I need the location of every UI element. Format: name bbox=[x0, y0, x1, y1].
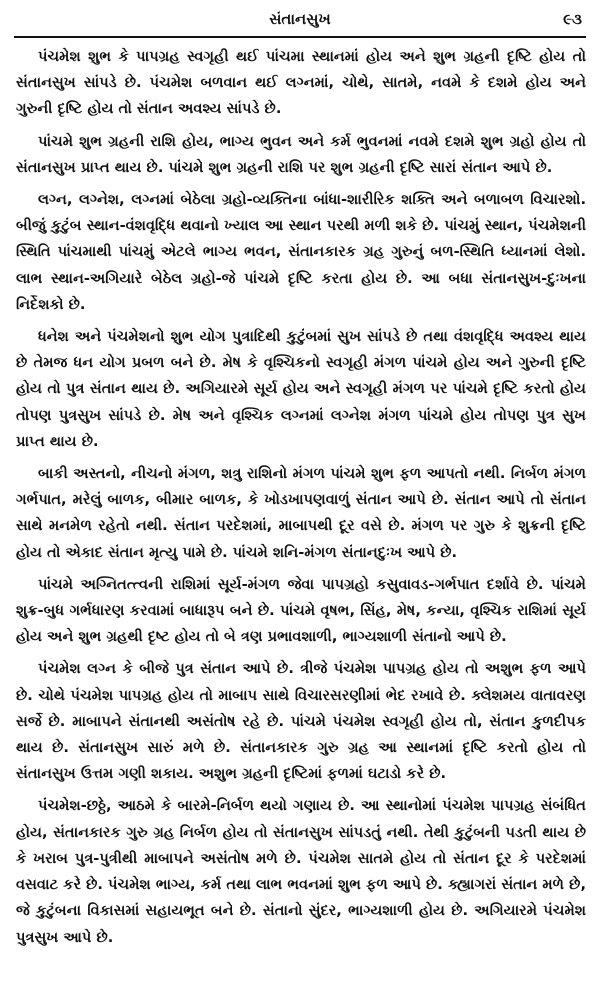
paragraph: પંચમેશ શુભ કે પાપગ્રહ સ્વગૃહી થઈ પાંચમા સ્થાનમાં હોય અને શુભ ગ્રહની દૃષ્ટિ હોય તો સંતાનસુખ સાંપડે છે. પંચમેશ બળવાન થઈ લગ્નમાં, ચોથે, સાતમે, નવમે કે દશમે હોય અને ગુરુની દૃષ્ટિ હોય તો સંતાન અવશ્ય સાંપડે છે. bbox=[16, 48, 586, 118]
page-header bbox=[14, 6, 586, 38]
paragraph: પંચમેશ લગ્ન કે બીજે પુત્ર સંતાન આપે છે. ત્રીજે પંચમેશ પાપગ્રહ હોય તો અશુભ ફળ આપે છે. ચોથે પંચમેશ પાપગ્રહ હોય તો માબાપ સાથે વિચારસરણીમાં ભેદ રખાવે છે. ક્લેશમય વાતાવરણ સર્જે છે. માબાપને સંતાનથી અસંતોષ રહે છે. પાંચમે પંચમેશ સ્વગૃહી હોય તો, સંતાન કુળદીપક થાય છે. સંતાનસુખ સારું મળે છે. સંતાનકારક ગુરુ ગ્રહ આ સ્થાનમાં દૃષ્ટિ કરતો હોય તો સંતાનસુખ ઉત્તમ ગણી શકાય. અશુભ ગ્રહની દૃષ્ટિમાં ફળમાં ઘટાડો કરે છે. bbox=[16, 660, 586, 783]
paragraph: પંચમેશ-છઠ્ઠે, આઠમે કે બારમે-નિર્બળ થયો ગણાય છે. આ સ્થાનોમાં પંચમેશ પાપગ્રહ સંબંધિત હોય, સંતાનકારક ગુરુ ગ્રહ નિર્બળ હોય તો સંતાનસુખ સાંપડતું નથી. તેથી કુટુંબની પડતી થાય છે કે ખરાબ પુત્ર-પુત્રીથી માબાપને અસંતોષ મળે છે. પંચમેશ સાતમે હોય તો સંતાન દૂર કે પરદેશમાં વસવાટ કરે છે. પંચમેશ ભાગ્ય, કર્મ તથા લાભ ભવનમાં શુભ ફળ આપે છે. ક્હ્યાગરાં સંતાન મળે છે, જે કુટુંબના વિકાસમાં સહાયભૂત બને છે. સંતાનો સુંદર, ભાગ્યશાળી હોય છે. અગિયારમે પંચમેશ પુત્રસુખ આપે છે. bbox=[16, 797, 586, 946]
page-number: ૯૩ bbox=[563, 10, 582, 28]
chapter-title: સંતાનસુખ bbox=[269, 10, 331, 28]
paragraph: પાંચમે અગ્નિતત્ત્વની રાશિમાં સૂર્ય-મંગળ જેવા પાપગ્રહો કસુવાવડ-ગર્ભપાત દર્શાવે છે. પાંચમે શુક્ર-બુધ ગર્ભધારણ કરવામાં બાધારૂપ બને છે. પાંચમે વૃષભ, સિંહ, મેષ, કન્યા, વૃશ્ચિક રાશિમાં સૂર્ય હોય અને શુભ ગ્રહથી દૃષ્ટ હોય તો બે ત્રણ પ્રભાવશાળી, ભાગ્યશાળી સંતાનો આપે છે. bbox=[16, 575, 586, 646]
paragraph: ધનેશ અને પંચમેશનો શુભ યોગ પુત્રાદિથી કુટુંબમાં સુખ સાંપડે છે તથા વંશવૃદ્ધિ અવશ્ય થાય છે તેમજ ધન યોગ પ્રબળ બને છે. મેષ કે વૃશ્ચિકનો સ્વગૃહી મંગળ પાંચમે હોય અને ગુરુની દૃષ્ટિ હોય તો પુત્ર સંતાન થાય છે. અગિયારમે સૂર્ય હોય અને સ્વગૃહી મંગળ પર પાંચમે દૃષ્ટિ કરતો હોય તોપણ પુત્રસુખ સાંપડે છે. મેષ અને વૃશ્ચિક લગ્નમાં લગ્નેશ મંગળ પાંચમે હોય તોપણ પુત્ર સુખ પ્રાપ્ત થાય છે. bbox=[16, 328, 586, 450]
paragraph: પાંચમે શુભ ગ્રહની રાશિ હોય, ભાગ્ય ભુવન અને કર્મ ભુવનમાં નવમે દશમે શુભ ગ્રહો હોય તો સંતાનસુખ પ્રાપ્ત થાય છે. પાંચમે શુભ ગ્રહની રાશિ પર શુભ ગ્રહની દૃષ્ટિ સારાં સંતાન આપે છે. bbox=[16, 132, 586, 176]
paragraph: લગ્ન, લગ્નેશ, લગ્નમાં બેઠેલા ગ્રહો-વ્યક્તિના બાંધા-શારીરિક શક્તિ અને બળાબળ વિચારશો. બીજું કુટુંબ સ્થાન-વંશવૃદ્ધિ થવાનો ખ્યાલ આ સ્થાન પરથી મળી શકે છે. પાંચમું સ્થાન, પંચમેશની સ્થિતિ પાંચમાથી પાંચમું એટલે ભાગ્ય ભવન, સંતાનકારક ગ્રહ ગુરુનું બળ-સ્થિતિ ધ્યાનમાં લેશો. લાભ સ્થાન-અગિયારે બેઠેલ ગ્રહો-જે પાંચમે દૃષ્ટિ કરતા હોય છે. આ બધા સંતાનસુખ-દુઃખના નિર્દેશકો છે. bbox=[16, 191, 586, 313]
paragraph: બાકી અસ્તનો, નીચનો મંગળ, શત્રુ રાશિનો મંગળ પાંચમે શુભ ફળ આપતો નથી. નિર્બળ મંગળ ગર્ભપાત, મરેલું બાળક, બીમાર બાળક, કે ખોડખાપણવાળું સંતાન આપે છે. સંતાન આપે તો સંતાન સાથે મનમેળ રહેતો નથી. સંતાન પરદેશમાં, માબાપથી દૂર વસે છે. મંગળ પર ગુરુ કે શુક્રની દૃષ્ટિ હોય તો એકાદ સંતાન મૃત્યુ પામે છે. પાંચમે શનિ-મંગળ સંતાનદુઃખ આપે છે. bbox=[16, 465, 586, 561]
page-body bbox=[16, 44, 586, 979]
